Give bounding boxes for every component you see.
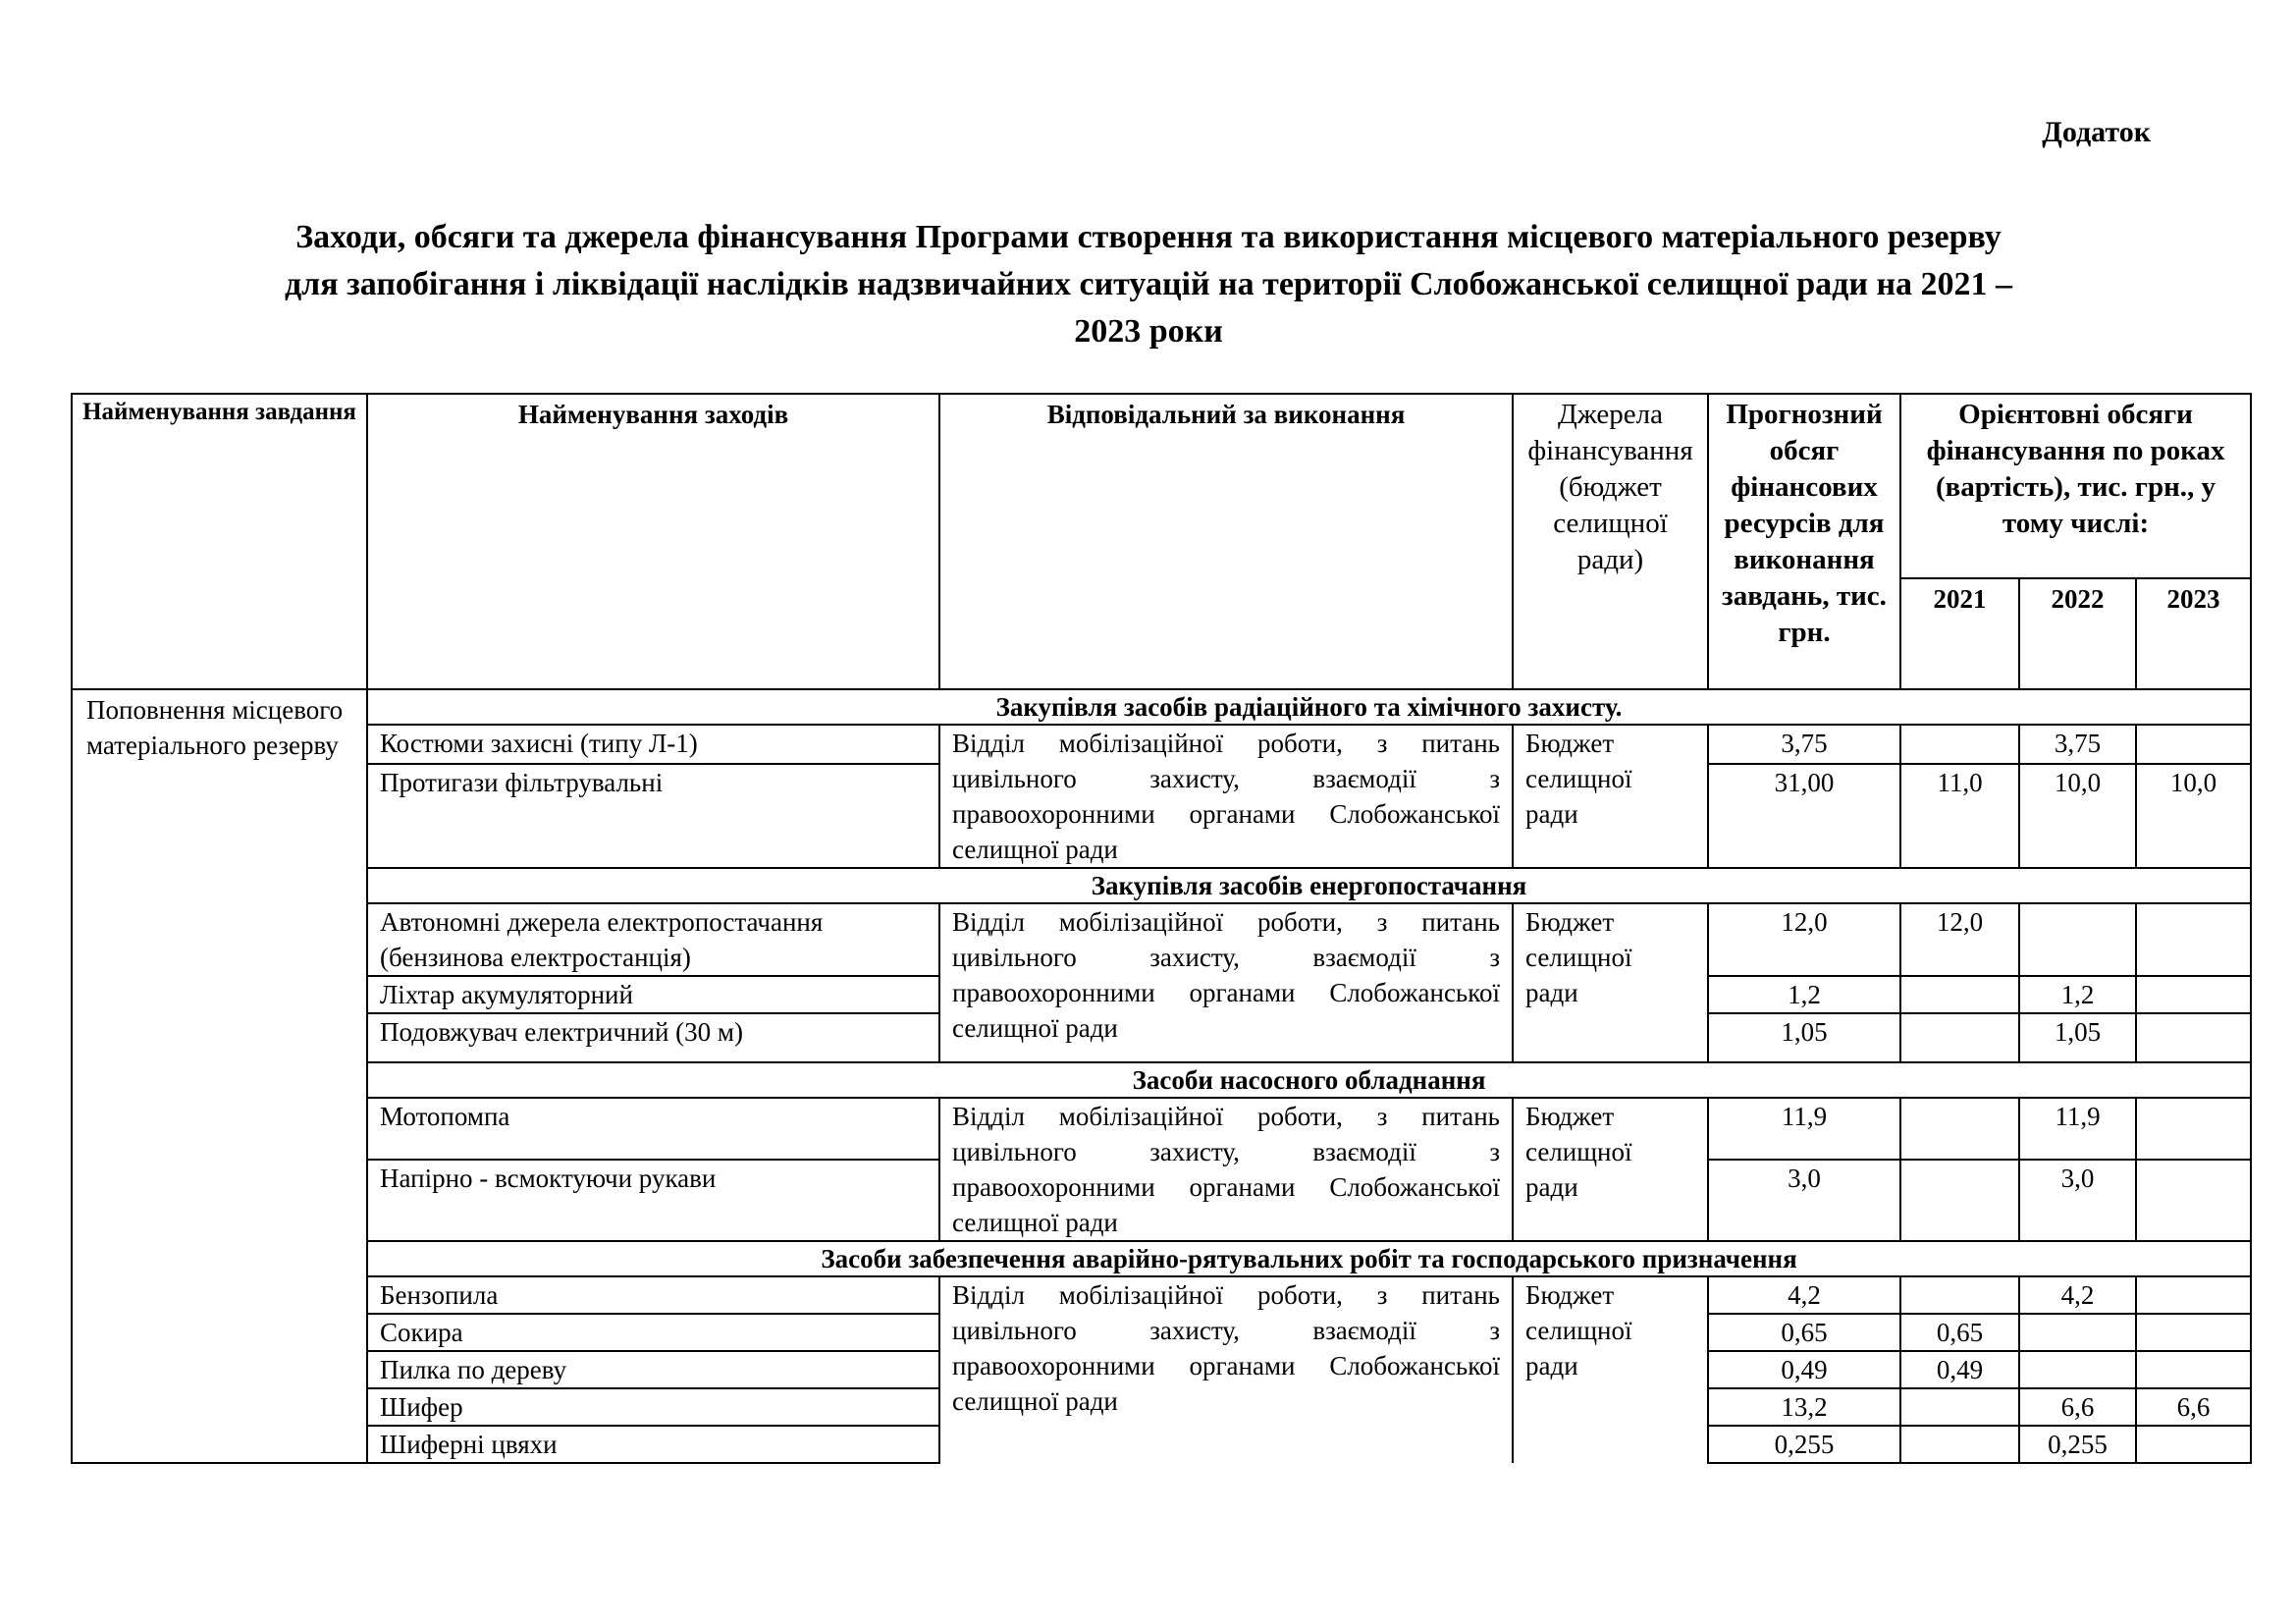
total-value: 31,00 <box>1708 764 1900 868</box>
total-value: 1,2 <box>1708 976 1900 1013</box>
measure-name: Мотопомпа <box>367 1098 939 1160</box>
header-year-2023: 2023 <box>2136 578 2251 689</box>
source-cell: Бюджет селищної ради <box>1513 725 1708 868</box>
table-row <box>72 1276 2251 1314</box>
year-value-2022: 11,9 <box>2019 1098 2136 1160</box>
year-value-2022: 1,05 <box>2019 1013 2136 1062</box>
year-value-2023 <box>2136 1013 2251 1062</box>
total-value: 0,255 <box>1708 1426 1900 1463</box>
responsible-cell: Відділ мобілізаційної роботи, з питань цивільного захисту, взаємодії з правоохоронними органами Слобожанської селищної ради <box>939 903 1513 1062</box>
section-title: Закупівля засобів радіаційного та хімічного захисту. <box>367 689 2251 725</box>
measure-name: Напірно - всмоктуючи рукави <box>367 1160 939 1241</box>
source-cell: Бюджет селищної ради <box>1513 903 1708 1062</box>
measure-name: Пилка по дереву <box>367 1351 939 1388</box>
title-line: для запобігання і ліквідації наслідків надзвичайних ситуацій на території Слобожанської селищної ради на 2021 – <box>284 266 2013 302</box>
section-title: Засоби забезпечення аварійно-рятувальних робіт та господарського призначення <box>367 1241 2251 1276</box>
year-value-2022 <box>2019 1351 2136 1388</box>
total-value: 4,2 <box>1708 1276 1900 1314</box>
appendix-label: Додаток <box>2042 116 2151 148</box>
header-source: Джерела фінансування (бюджет селищної ради) <box>1513 394 1708 689</box>
measure-name: Автономні джерела електропостачання (бензинова електростанція) <box>367 903 939 976</box>
year-value-2023 <box>2136 1351 2251 1388</box>
financing-table <box>71 393 2252 1464</box>
measure-name: Подовжувач електричний (30 м) <box>367 1013 939 1062</box>
year-value-2022: 1,2 <box>2019 976 2136 1013</box>
total-value: 12,0 <box>1708 903 1900 976</box>
year-value-2023: 6,6 <box>2136 1388 2251 1426</box>
responsible-cell: Відділ мобілізаційної роботи, з питань цивільного захисту, взаємодії з правоохоронними органами Слобожанської селищної ради <box>939 725 1513 868</box>
year-value-2021 <box>1900 1388 2019 1426</box>
year-value-2021 <box>1900 1013 2019 1062</box>
year-value-2023 <box>2136 725 2251 764</box>
document-title <box>118 214 2179 355</box>
total-value: 11,9 <box>1708 1098 1900 1160</box>
measure-name: Шифер <box>367 1388 939 1426</box>
section-row <box>72 689 2251 725</box>
task-name-cell: Поповнення місцевого матеріального резерву <box>72 689 367 1463</box>
year-value-2023 <box>2136 1276 2251 1314</box>
header-responsible: Відповідальний за виконання <box>939 394 1513 689</box>
title-line: 2023 роки <box>1074 313 1223 350</box>
measure-name: Сокира <box>367 1314 939 1351</box>
table-row <box>72 1098 2251 1160</box>
section-row <box>72 1062 2251 1098</box>
year-value-2023 <box>2136 903 2251 976</box>
header-by-years: Орієнтовні обсяги фінансування по роках (вартість), тис. грн., у тому числі: <box>1900 394 2251 578</box>
year-value-2022 <box>2019 1314 2136 1351</box>
year-value-2021: 12,0 <box>1900 903 2019 976</box>
year-value-2023 <box>2136 1098 2251 1160</box>
header-year-2022: 2022 <box>2019 578 2136 689</box>
responsible-cell: Відділ мобілізаційної роботи, з питань цивільного захисту, взаємодії з правоохоронними органами Слобожанської селищної ради <box>939 1276 1513 1463</box>
year-value-2022: 10,0 <box>2019 764 2136 868</box>
total-value: 0,65 <box>1708 1314 1900 1351</box>
year-value-2021 <box>1900 976 2019 1013</box>
year-value-2023 <box>2136 1314 2251 1351</box>
total-value: 3,75 <box>1708 725 1900 764</box>
header-task-name: Найменування завдання <box>72 394 367 689</box>
year-value-2022 <box>2019 903 2136 976</box>
section-title: Засоби насосного обладнання <box>367 1062 2251 1098</box>
source-cell: Бюджет селищної ради <box>1513 1098 1708 1241</box>
header-forecast: Прогнозний обсяг фінансових ресурсів для виконання завдань, тис. грн. <box>1708 394 1900 689</box>
header-measures: Найменування заходів <box>367 394 939 689</box>
header-year-2021: 2021 <box>1900 578 2019 689</box>
responsible-cell: Відділ мобілізаційної роботи, з питань цивільного захисту, взаємодії з правоохоронними органами Слобожанської селищної ради <box>939 1098 1513 1241</box>
year-value-2023: 10,0 <box>2136 764 2251 868</box>
section-row <box>72 868 2251 903</box>
year-value-2021 <box>1900 1160 2019 1241</box>
measure-name: Протигази фільтрувальні <box>367 764 939 868</box>
year-value-2022: 6,6 <box>2019 1388 2136 1426</box>
section-row <box>72 1241 2251 1276</box>
source-cell: Бюджет селищної ради <box>1513 1276 1708 1463</box>
year-value-2021: 0,49 <box>1900 1351 2019 1388</box>
year-value-2021: 11,0 <box>1900 764 2019 868</box>
year-value-2022: 0,255 <box>2019 1426 2136 1463</box>
table-row <box>72 903 2251 976</box>
measure-name: Бензопила <box>367 1276 939 1314</box>
measure-name: Ліхтар акумуляторний <box>367 976 939 1013</box>
year-value-2021 <box>1900 1098 2019 1160</box>
year-value-2022: 3,0 <box>2019 1160 2136 1241</box>
measure-name: Шиферні цвяхи <box>367 1426 939 1463</box>
year-value-2022: 3,75 <box>2019 725 2136 764</box>
year-value-2021 <box>1900 1276 2019 1314</box>
total-value: 0,49 <box>1708 1351 1900 1388</box>
table-row <box>72 725 2251 764</box>
year-value-2022: 4,2 <box>2019 1276 2136 1314</box>
section-title: Закупівля засобів енергопостачання <box>367 868 2251 903</box>
total-value: 1,05 <box>1708 1013 1900 1062</box>
year-value-2021 <box>1900 725 2019 764</box>
year-value-2021: 0,65 <box>1900 1314 2019 1351</box>
year-value-2023 <box>2136 1426 2251 1463</box>
year-value-2023 <box>2136 1160 2251 1241</box>
year-value-2021 <box>1900 1426 2019 1463</box>
total-value: 3,0 <box>1708 1160 1900 1241</box>
year-value-2023 <box>2136 976 2251 1013</box>
measure-name: Костюми захисні (типу Л-1) <box>367 725 939 764</box>
total-value: 13,2 <box>1708 1388 1900 1426</box>
title-line: Заходи, обсяги та джерела фінансування Програми створення та використання місцевого матеріального резерву <box>295 219 2002 255</box>
